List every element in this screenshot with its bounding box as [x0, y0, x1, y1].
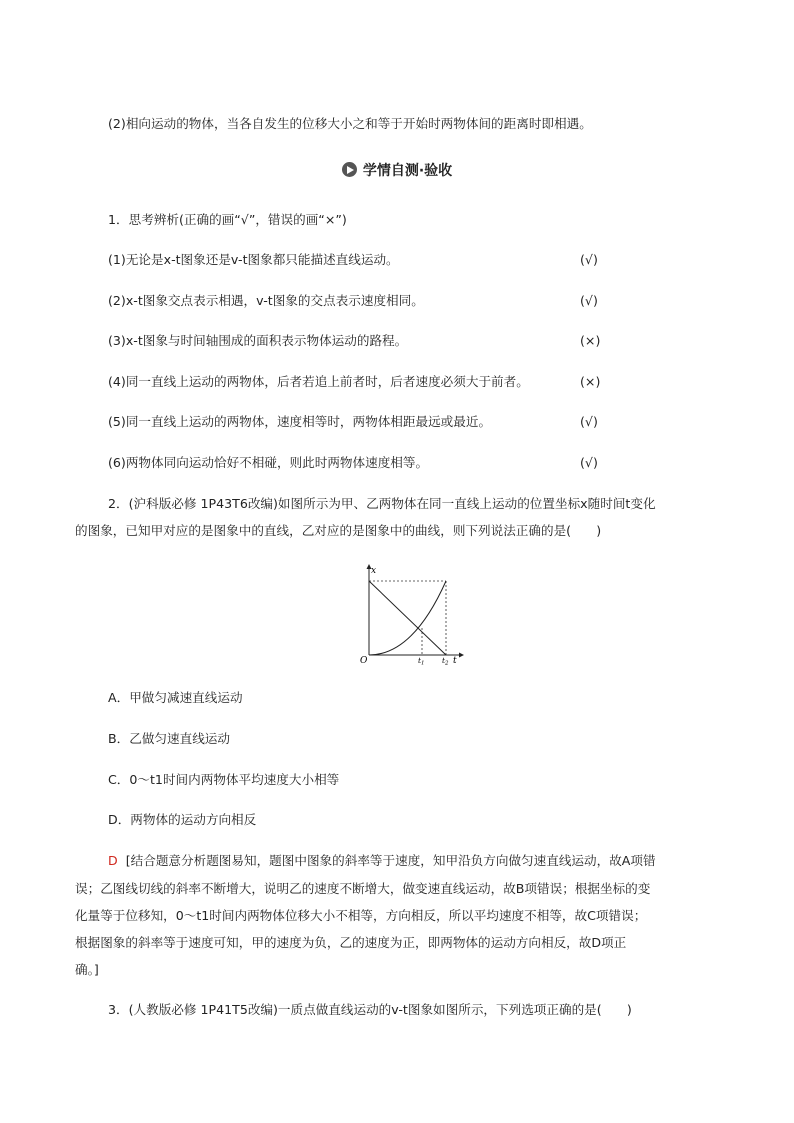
- q2-explanation-line4: 根据图象的斜率等于速度可知，甲的速度为负，乙的速度为正，即两物体的运动方向相反，故D项正: [75, 935, 627, 950]
- q1-item-2-mark: (√): [580, 293, 598, 308]
- explanation-text-1: [结合题意分析题图易知，题图中图象的斜率等于速度，知甲沿负方向做匀速直线运动，故A项错: [125, 853, 656, 868]
- q1-item-4: (4)同一直线上运动的两物体，后者若追上前者时，后者速度必须大于前者。: [108, 374, 529, 389]
- q2-option-b: B．乙做匀速直线运动: [108, 731, 230, 746]
- q1-item-3-mark: (×): [580, 333, 601, 348]
- origin-label: O: [360, 656, 368, 666]
- q1-item-6: (6)两物体同向运动恰好不相碰，则此时两物体速度相等。: [108, 455, 429, 470]
- t-axis-arrow: [459, 653, 464, 658]
- q1-item-2: (2)x-t图象交点表示相遇，v-t图象的交点表示速度相同。: [108, 293, 424, 308]
- xt-graph: [355, 562, 465, 667]
- q2-stem-line2: 的图象，已知甲对应的是图象中的直线，乙对应的是图象中的曲线，则下列说法正确的是( ): [75, 523, 602, 538]
- q2-option-d: D．两物体的运动方向相反: [108, 812, 257, 827]
- q2-option-a: A．甲做匀减速直线运动: [108, 690, 243, 705]
- y-axis-label: x: [371, 566, 377, 576]
- intro-line: (2)相向运动的物体，当各自发生的位移大小之和等于开始时两物体间的距离时即相遇。: [108, 116, 592, 131]
- section-title: [0, 160, 794, 182]
- q2-stem-line1: 2．(沪科版必修 1P43T6改编)如图所示为甲、乙两物体在同一直线上运动的位置坐标x随时间t变化: [108, 496, 656, 511]
- answer-letter: D: [108, 853, 118, 868]
- q1-item-1-mark: (√): [580, 252, 598, 267]
- play-icon: [342, 162, 357, 177]
- q2-explanation-line2: 误；乙图线切线的斜率不断增大，说明乙的速度不断增大，做变速直线运动，故B项错误；根据坐标的变: [75, 881, 651, 896]
- q1-item-6-mark: (√): [580, 455, 598, 470]
- q2-explanation-line5: 确。]: [75, 962, 99, 977]
- t2-label: $t_2$: [442, 656, 449, 667]
- q1-item-4-mark: (×): [580, 374, 601, 389]
- t1-label: $t_1$: [418, 656, 425, 667]
- straight-line-jia: [369, 581, 446, 655]
- q2-explanation-line3: 化量等于位移知，0～t1时间内两物体位移大小不相等，方向相反，所以平均速度不相等，故C项错误；: [75, 908, 647, 923]
- q2-explanation-line1: [108, 851, 656, 871]
- q1-item-5-mark: (√): [580, 414, 598, 429]
- q2-option-c: C．0～t1时间内两物体平均速度大小相等: [108, 772, 340, 787]
- section-title-text: 学情自测·验收: [362, 163, 453, 179]
- x-axis-label: t: [453, 656, 457, 666]
- q3-stem: 3．(人教版必修 1P41T5改编)一质点做直线运动的v-t图象如图所示，下列选项正确的是( ): [108, 1002, 632, 1017]
- q1-item-3: (3)x-t图象与时间轴围成的面积表示物体运动的路程。: [108, 333, 408, 348]
- q1-item-1: (1)无论是x-t图象还是v-t图象都只能描述直线运动。: [108, 252, 399, 267]
- q1-item-5: (5)同一直线上运动的两物体，速度相等时，两物体相距最远或最近。: [108, 414, 492, 429]
- q1-stem: 1．思考辨析(正确的画“√”，错误的画“×”): [108, 212, 347, 227]
